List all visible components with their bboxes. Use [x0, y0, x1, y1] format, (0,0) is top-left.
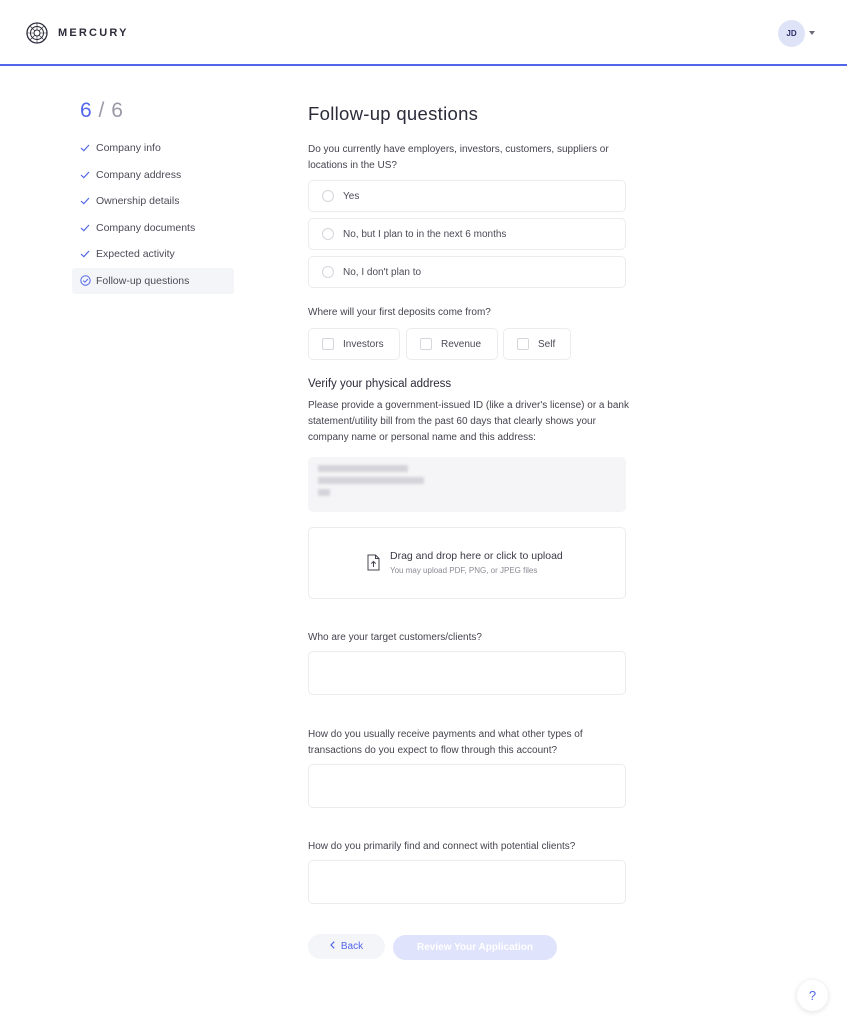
- checkbox-label: Self: [538, 338, 556, 350]
- back-button-label: Back: [340, 941, 364, 952]
- step-expected-activity[interactable]: [72, 241, 234, 268]
- step-label: Company documents: [96, 221, 196, 234]
- checkbox-label: Revenue: [441, 338, 482, 350]
- step-follow-up-questions[interactable]: [72, 268, 234, 295]
- target-customers-field[interactable]: [308, 651, 626, 695]
- step-label: Company info: [96, 142, 161, 155]
- checkbox-revenue[interactable]: [406, 328, 498, 360]
- checkbox-square[interactable]: [322, 338, 334, 350]
- circle-check-icon: [80, 275, 91, 286]
- radio-option-no-plan[interactable]: [308, 256, 626, 288]
- checkbox-label: Investors: [343, 338, 384, 350]
- check-icon: [80, 144, 91, 152]
- step-label: Expected activity: [96, 248, 175, 261]
- question-find-clients: How do you primarily find and connect with potential clients?: [308, 841, 576, 852]
- find-clients-field[interactable]: [308, 860, 626, 904]
- radio-label: No, but I plan to in the next 6 months: [343, 228, 507, 240]
- mercury-logo[interactable]: [26, 22, 129, 44]
- checkbox-investors[interactable]: [308, 328, 400, 360]
- radio-circle[interactable]: [322, 190, 334, 202]
- step-company-documents[interactable]: [72, 215, 234, 242]
- question-us-presence: Do you currently have employers, investors, customers, suppliers or locations in the US?: [308, 144, 609, 171]
- checkbox-square[interactable]: [517, 338, 529, 350]
- step-label: Follow-up questions: [96, 274, 190, 287]
- radio-circle[interactable]: [322, 228, 334, 240]
- step-company-info[interactable]: [72, 135, 234, 162]
- radio-circle[interactable]: [322, 266, 334, 278]
- chevron-down-icon[interactable]: [809, 31, 815, 35]
- radio-option-plan-6-months[interactable]: [308, 218, 626, 250]
- check-icon: [80, 197, 91, 205]
- check-icon: [80, 171, 91, 179]
- back-button[interactable]: [308, 934, 385, 959]
- checkbox-self[interactable]: [503, 328, 571, 360]
- redacted-line: [318, 465, 408, 472]
- top-header: [0, 0, 847, 66]
- user-avatar[interactable]: JD: [778, 20, 805, 47]
- help-button[interactable]: ?: [797, 980, 828, 1011]
- radio-label: Yes: [343, 190, 360, 202]
- file-upload-dropzone[interactable]: [308, 527, 626, 599]
- step-counter: [80, 99, 123, 123]
- step-separator: /: [98, 99, 105, 122]
- mercury-logo-icon: [26, 22, 48, 44]
- step-label: Ownership details: [96, 195, 180, 208]
- question-target-customers: Who are your target customers/clients?: [308, 632, 482, 643]
- payments-field[interactable]: [308, 764, 626, 808]
- question-payments: How do you usually receive payments and what other types of transactions do you expect to flow through this account?: [308, 729, 583, 756]
- redacted-line: [318, 489, 330, 496]
- upload-file-types: You may upload PDF, PNG, or JPEG files: [390, 566, 538, 575]
- verify-address-description: Please provide a government-issued ID (like a driver's license) or a bank statement/utility bill from the past 60 days that clearly shows your company name or personal name and this address:: [308, 400, 629, 443]
- steps-list: [72, 135, 234, 294]
- radio-option-yes[interactable]: [308, 180, 626, 212]
- redacted-address-box: [308, 457, 626, 512]
- verify-address-heading: Verify your physical address: [308, 378, 452, 390]
- page-title: Follow-up questions: [308, 103, 479, 124]
- step-ownership-details[interactable]: [72, 188, 234, 215]
- check-icon: [80, 224, 91, 232]
- radio-label: No, I don't plan to: [343, 266, 422, 278]
- chevron-left-icon: [330, 941, 335, 952]
- step-label: Company address: [96, 168, 182, 181]
- upload-instruction: Drag and drop here or click to upload: [390, 550, 563, 562]
- brand-name: MERCURY: [58, 27, 129, 39]
- step-company-address[interactable]: [72, 162, 234, 189]
- current-step: 6: [80, 99, 93, 122]
- file-upload-icon: [367, 554, 380, 571]
- question-first-deposits: Where will your first deposits come from?: [308, 307, 491, 318]
- checkbox-square[interactable]: [420, 338, 432, 350]
- total-steps: 6: [111, 99, 124, 122]
- check-icon: [80, 250, 91, 258]
- redacted-line: [318, 477, 424, 484]
- review-application-button[interactable]: Review Your Application: [393, 935, 557, 960]
